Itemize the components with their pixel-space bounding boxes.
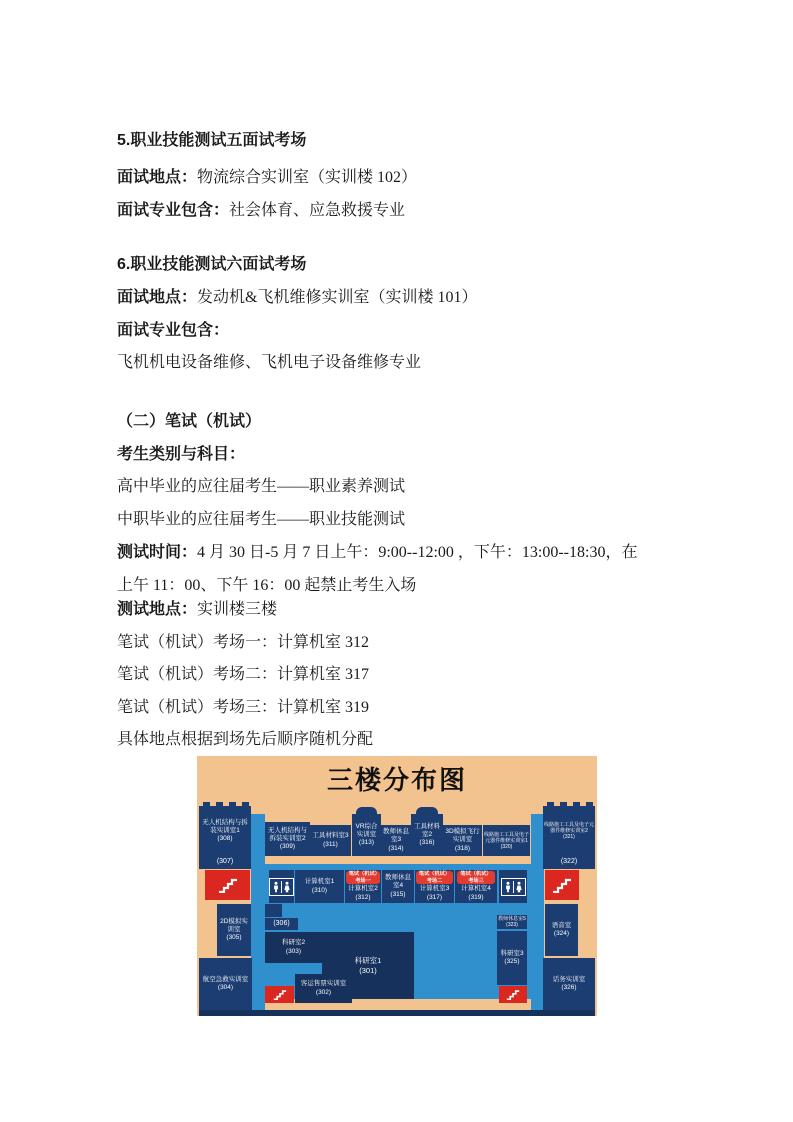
doc-line: 面试专业包含： <box>117 322 230 339</box>
doc-line: 上午 11：00、下午 16：00 起禁止考生入场 <box>117 577 417 594</box>
exam-badge: 笔试（机试）考场二 <box>416 871 453 884</box>
exam-badge: 笔试（机试）考场三 <box>457 871 495 884</box>
stairs-icon <box>265 986 294 1003</box>
doc-heading: 6.职业技能测试六面试考场 <box>117 256 307 273</box>
stairs-icon <box>205 870 250 900</box>
doc-heading <box>117 130 717 152</box>
doc-line: 笔试（机试）考场三：计算机室 319 <box>117 699 370 716</box>
room-322-label: (322) <box>543 856 595 869</box>
doc-heading: （二）笔试（机试） <box>117 413 262 430</box>
room-304: 航空急救实训室 (304) <box>199 958 252 1010</box>
doc-line: 中职毕业的应往届考生——职业技能测试 <box>117 511 406 528</box>
doc-line: 笔试（机试）考场一：计算机室 312 <box>117 634 370 651</box>
room-319-exam-3: 笔试（机试）考场三 计算机室4 (319) <box>455 870 497 903</box>
room-312-exam-1: 笔试（机试）考场一 计算机室2 (312) <box>345 870 381 903</box>
floor-map-title: 三楼分布图 <box>326 765 467 795</box>
floor-map-figure <box>197 756 597 1016</box>
room-307-label: (307) <box>199 856 251 869</box>
doc-line: 笔试（机试）考场二：计算机室 317 <box>117 666 370 683</box>
room-326: 话务实训室 (326) <box>543 958 595 1010</box>
room-310: 计算机室1 (310) <box>295 870 344 903</box>
room-324: 语音室 (324) <box>545 904 578 956</box>
exam-badge: 笔试（机试）考场一 <box>346 871 380 884</box>
room-325: 科研室3 (325) <box>497 931 527 985</box>
room-321: 线路施工工具及电子元器件维修实训室2 (321) <box>543 806 595 856</box>
room-309: 无人机结构与拆装实训室2 (309) <box>265 822 310 856</box>
utility-block <box>265 904 282 917</box>
stairs-icon <box>499 986 527 1003</box>
room-303: 科研室2 (303) <box>265 932 322 963</box>
room-301: 科研室1 (301) <box>322 932 414 999</box>
doc-line: 具体地点根据到场先后顺序随机分配 <box>117 731 374 748</box>
restroom-icon <box>269 870 294 903</box>
room-306: (306) <box>265 918 298 930</box>
room-313: VR综合实训室 (313) <box>352 814 381 856</box>
heading-text: 5.职业技能测试五面试考场 <box>117 132 307 149</box>
doc-line: 面试专业包含：社会体育、应急救援专业 <box>117 202 406 219</box>
room-308: 无人机结构与拆装实训室1 (308) <box>199 806 251 856</box>
doc-line: 高中毕业的应往届考生——职业素养测试 <box>117 478 406 495</box>
room-302: 客运售票实训室 (302) <box>295 974 352 1003</box>
doc-line: 飞机机电设备维修、飞机电子设备维修专业 <box>117 354 422 371</box>
room-316: 工具材料室2 (316) <box>411 814 443 856</box>
stairs-icon <box>545 870 579 900</box>
doc-line: 测试时间：4 月 30 日-5 月 7 日上午：9:00--12:00 ，下午：13:00--18:30，在 <box>117 544 638 561</box>
doc-line: 面试地点：发动机&飞机维修实训室（实训楼 101） <box>117 289 478 306</box>
doc-line: 面试地点：物流综合实训室（实训楼 102） <box>117 169 418 186</box>
room-305: 2D模拟实训室 (305) <box>217 904 251 956</box>
corridor-left <box>251 814 265 1011</box>
restroom-icon <box>499 870 527 903</box>
bottom-wall <box>199 1010 595 1016</box>
room-318: 3D模拟飞行实训室 (318) <box>443 825 482 856</box>
doc-line: 测试地点：实训楼三楼 <box>117 601 278 618</box>
room-317-exam-2: 笔试（机试）考场二 计算机室3 (317) <box>415 870 454 903</box>
doc-heading: 考生类别与科目： <box>117 446 246 463</box>
room-314: 教师休息室3 (314) <box>381 825 411 856</box>
room-323: 教师休息室5 (323) <box>498 916 526 928</box>
room-320: 线路施工工具及电子元器件维修实训室1 (320) <box>483 825 530 856</box>
room-311: 工具材料室3 (311) <box>310 825 351 856</box>
room-315: 教师休息室4 (315) <box>382 870 414 903</box>
